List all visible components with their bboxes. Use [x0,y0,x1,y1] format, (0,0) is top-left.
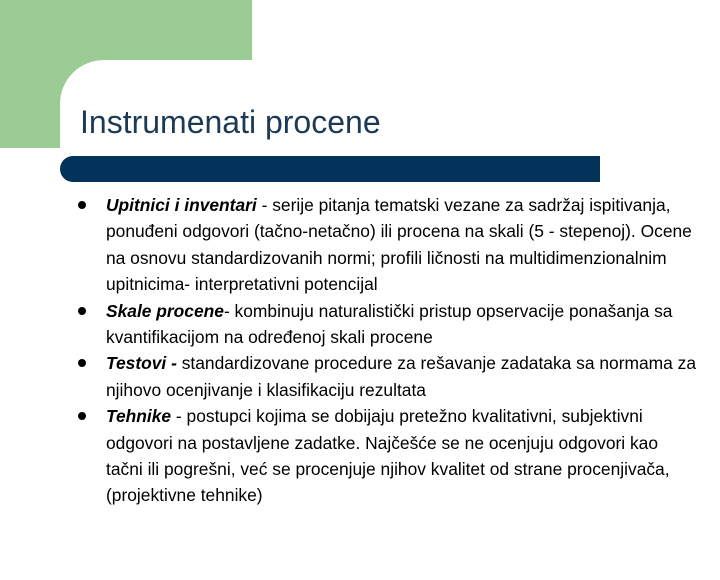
bullet-text: - kombinuju naturalistički pristup opservacije ponašanja sa kvantifikacijom na određenoj skali procene [106,300,673,348]
bullet-icon [78,412,86,420]
bullet-item-testovi [78,350,698,403]
title-divider-bar [60,156,600,182]
slide-title: Instrumenati procene [80,104,381,140]
bullet-item-upitnici [78,192,698,298]
bullet-text: - postupci kojima se dobijaju pretežno kvalitativni, subjektivni odgovori na postavljene zadatke. Najčešće se ne ocenjuju odgovori kao tačni ili pogrešni, već se procenjuje njihov kvalitet od strane procenjivača, (projektivne tehnike) [106,406,670,506]
bullet-term: Testovi - [106,353,177,374]
bullet-icon [78,359,86,367]
bullet-list [78,192,698,509]
bullet-icon [78,201,86,209]
bullet-term: Upitnici i inventari [106,195,257,215]
bullet-item-skale [78,298,698,351]
bullet-item-tehnike [78,403,698,509]
bullet-icon [78,307,86,315]
bullet-text: - serije pitanja tematski vezane za sadržaj ispitivanja, ponuđeni odgovori (tačno-netačno) ili procena na skali (5 - stepenoj). Ocene na osnovu standardizovanih normi; profili ličnosti na multidimenzionalnim upitnicima- interpretativni potencijal [106,195,692,295]
bullet-term: Tehnike [106,406,172,427]
bullet-text: standardizovane procedure za rešavanje zadataka sa normama za njihovo ocenjivanje i klasifikaciju rezultata [106,353,696,400]
bullet-term: Skale procene [106,300,224,321]
